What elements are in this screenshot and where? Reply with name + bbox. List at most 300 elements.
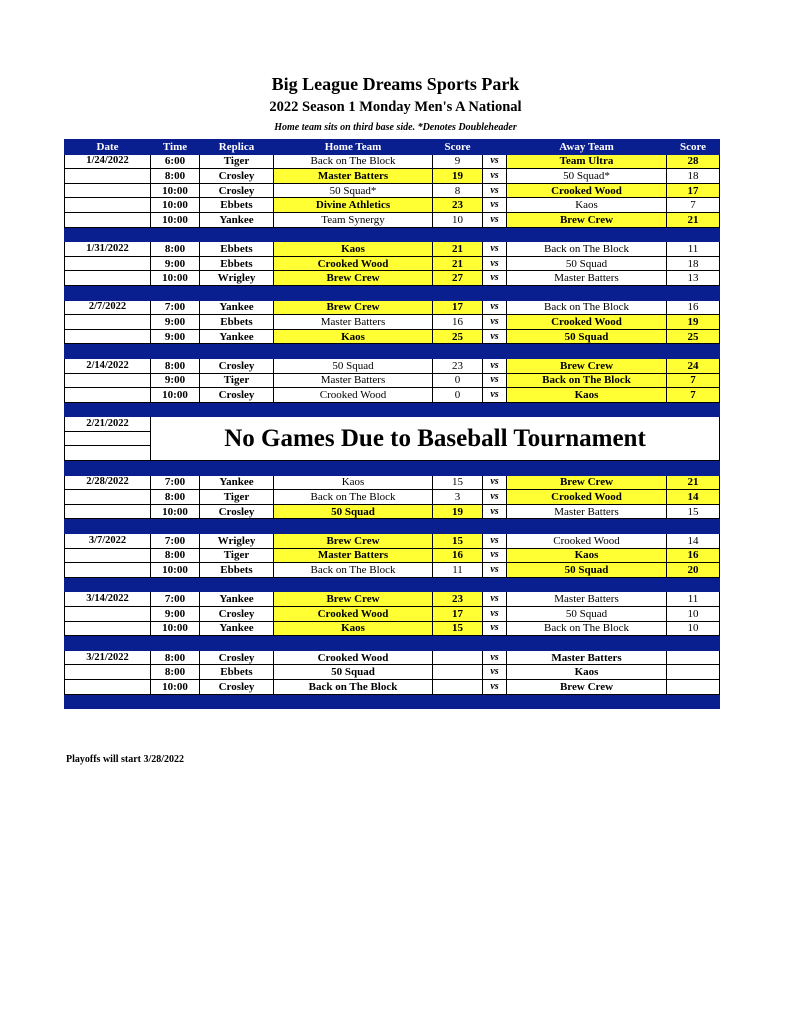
date-cell (65, 329, 151, 344)
date-cell (65, 621, 151, 636)
week-separator (65, 461, 720, 476)
home-team-cell: Crooked Wood (274, 256, 433, 271)
separator-cell (65, 227, 151, 242)
home-team-cell: 50 Squad (274, 504, 433, 519)
replica-cell: Tiger (200, 548, 274, 563)
game-row (65, 271, 720, 286)
home-team-cell: Brew Crew (274, 592, 433, 607)
game-row (65, 665, 720, 680)
separator-cell (200, 227, 274, 242)
time-cell: 10:00 (151, 504, 200, 519)
date-cell (65, 504, 151, 519)
replica-cell: Tiger (200, 154, 274, 169)
no-games-banner: No Games Due to Baseball Tournament (151, 417, 720, 461)
date-cell (65, 490, 151, 505)
replica-cell: Wrigley (200, 534, 274, 549)
vs-cell: vs (483, 548, 507, 563)
replica-cell: Ebbets (200, 256, 274, 271)
home-score-cell: 16 (433, 315, 483, 330)
away-team-cell: Master Batters (507, 504, 667, 519)
vs-cell: vs (483, 650, 507, 665)
replica-cell: Crosley (200, 388, 274, 403)
separator-cell (667, 402, 720, 417)
away-score-cell: 18 (667, 169, 720, 184)
away-score-cell: 16 (667, 300, 720, 315)
vs-cell: vs (483, 388, 507, 403)
game-row (65, 650, 720, 665)
game-row (65, 329, 720, 344)
vs-cell: vs (483, 490, 507, 505)
col-away-team: Away Team (507, 140, 667, 155)
home-score-cell: 0 (433, 388, 483, 403)
separator-cell (483, 227, 507, 242)
home-team-cell: Master Batters (274, 373, 433, 388)
separator-cell (667, 577, 720, 592)
col-home-score: Score (433, 140, 483, 155)
away-score-cell: 7 (667, 373, 720, 388)
home-team-cell: Brew Crew (274, 271, 433, 286)
col-vs (483, 140, 507, 155)
home-score-cell: 8 (433, 183, 483, 198)
home-team-cell: Crooked Wood (274, 388, 433, 403)
separator-cell (507, 227, 667, 242)
home-score-cell: 15 (433, 534, 483, 549)
col-home-team: Home Team (274, 140, 433, 155)
home-team-cell: Master Batters (274, 315, 433, 330)
home-score-cell: 15 (433, 475, 483, 490)
col-date: Date (65, 140, 151, 155)
separator-cell (483, 344, 507, 359)
replica-cell: Yankee (200, 300, 274, 315)
vs-cell: vs (483, 475, 507, 490)
home-score-cell: 9 (433, 154, 483, 169)
week-separator (65, 519, 720, 534)
replica-cell: Ebbets (200, 665, 274, 680)
home-score-cell: 11 (433, 563, 483, 578)
time-cell: 7:00 (151, 475, 200, 490)
away-score-cell: 11 (667, 592, 720, 607)
away-team-cell: Brew Crew (507, 212, 667, 227)
date-cell (65, 388, 151, 403)
game-row (65, 242, 720, 257)
date-cell: 3/14/2022 (65, 592, 151, 607)
away-team-cell: Crooked Wood (507, 315, 667, 330)
home-score-cell: 17 (433, 607, 483, 622)
vs-cell: vs (483, 154, 507, 169)
separator-cell (274, 285, 433, 300)
vs-cell: vs (483, 563, 507, 578)
home-score-cell (433, 665, 483, 680)
game-row (65, 373, 720, 388)
separator-cell (483, 461, 507, 476)
separator-cell (200, 636, 274, 651)
date-cell: 2/21/2022 (65, 417, 151, 432)
away-score-cell: 19 (667, 315, 720, 330)
game-row (65, 563, 720, 578)
schedule-body (65, 140, 720, 709)
separator-cell (507, 344, 667, 359)
home-team-cell: Master Batters (274, 548, 433, 563)
game-row (65, 607, 720, 622)
away-team-cell: 50 Squad (507, 329, 667, 344)
date-cell: 1/24/2022 (65, 154, 151, 169)
separator-cell (507, 519, 667, 534)
game-row (65, 315, 720, 330)
week-separator (65, 227, 720, 242)
replica-cell: Ebbets (200, 563, 274, 578)
week-separator (65, 636, 720, 651)
away-score-cell: 17 (667, 183, 720, 198)
away-team-cell: Kaos (507, 548, 667, 563)
separator-cell (667, 636, 720, 651)
separator-cell (151, 694, 200, 709)
separator-cell (507, 461, 667, 476)
away-team-cell: Master Batters (507, 650, 667, 665)
away-score-cell: 14 (667, 490, 720, 505)
separator-cell (433, 344, 483, 359)
away-team-cell: 50 Squad (507, 563, 667, 578)
time-cell: 10:00 (151, 198, 200, 213)
home-team-cell: Kaos (274, 242, 433, 257)
vs-cell: vs (483, 504, 507, 519)
home-score-cell: 0 (433, 373, 483, 388)
separator-cell (65, 577, 151, 592)
header-row (65, 140, 720, 155)
away-score-cell: 7 (667, 388, 720, 403)
home-team-cell: 50 Squad (274, 665, 433, 680)
col-time: Time (151, 140, 200, 155)
away-score-cell: 15 (667, 504, 720, 519)
away-score-cell: 7 (667, 198, 720, 213)
away-team-cell: Back on The Block (507, 621, 667, 636)
home-score-cell: 3 (433, 490, 483, 505)
vs-cell: vs (483, 271, 507, 286)
game-row (65, 169, 720, 184)
away-team-cell: Brew Crew (507, 358, 667, 373)
date-cell (65, 431, 151, 446)
home-team-cell: Back on The Block (274, 154, 433, 169)
separator-cell (433, 694, 483, 709)
separator-cell (200, 344, 274, 359)
separator-cell (200, 694, 274, 709)
separator-cell (65, 402, 151, 417)
home-team-cell: Team Synergy (274, 212, 433, 227)
separator-cell (433, 461, 483, 476)
away-team-cell: 50 Squad (507, 607, 667, 622)
separator-cell (507, 577, 667, 592)
replica-cell: Tiger (200, 373, 274, 388)
separator-cell (65, 285, 151, 300)
home-score-cell: 23 (433, 592, 483, 607)
vs-cell: vs (483, 665, 507, 680)
replica-cell: Crosley (200, 169, 274, 184)
separator-cell (151, 519, 200, 534)
separator-cell (507, 285, 667, 300)
away-score-cell: 14 (667, 534, 720, 549)
separator-cell (433, 285, 483, 300)
date-cell: 1/31/2022 (65, 242, 151, 257)
game-row (65, 490, 720, 505)
separator-cell (433, 227, 483, 242)
separator-cell (151, 344, 200, 359)
away-team-cell: Back on The Block (507, 373, 667, 388)
away-score-cell: 10 (667, 607, 720, 622)
game-row (65, 300, 720, 315)
vs-cell: vs (483, 198, 507, 213)
date-cell (65, 607, 151, 622)
home-score-cell: 23 (433, 358, 483, 373)
separator-cell (483, 402, 507, 417)
away-team-cell: Brew Crew (507, 475, 667, 490)
home-team-cell: Back on The Block (274, 563, 433, 578)
replica-cell: Wrigley (200, 271, 274, 286)
away-team-cell: 50 Squad (507, 256, 667, 271)
date-cell (65, 212, 151, 227)
date-cell (65, 665, 151, 680)
separator-cell (151, 402, 200, 417)
separator-cell (274, 519, 433, 534)
away-team-cell: Kaos (507, 665, 667, 680)
away-score-cell: 21 (667, 212, 720, 227)
page-title: Big League Dreams Sports Park (271, 74, 520, 94)
time-cell: 8:00 (151, 358, 200, 373)
away-team-cell: Crooked Wood (507, 183, 667, 198)
replica-cell: Yankee (200, 592, 274, 607)
away-score-cell: 10 (667, 621, 720, 636)
replica-cell: Crosley (200, 650, 274, 665)
separator-cell (667, 285, 720, 300)
home-team-cell: Kaos (274, 475, 433, 490)
away-score-cell: 25 (667, 329, 720, 344)
replica-cell: Ebbets (200, 198, 274, 213)
replica-cell: Crosley (200, 504, 274, 519)
separator-cell (507, 636, 667, 651)
game-row (65, 256, 720, 271)
vs-cell: vs (483, 329, 507, 344)
date-cell: 2/28/2022 (65, 475, 151, 490)
date-cell: 2/7/2022 (65, 300, 151, 315)
home-team-cell: Brew Crew (274, 534, 433, 549)
replica-cell: Ebbets (200, 315, 274, 330)
replica-cell: Yankee (200, 329, 274, 344)
week-separator (65, 402, 720, 417)
date-cell (65, 548, 151, 563)
game-row (65, 183, 720, 198)
home-team-cell: Back on The Block (274, 490, 433, 505)
date-cell (65, 169, 151, 184)
time-cell: 7:00 (151, 592, 200, 607)
time-cell: 7:00 (151, 534, 200, 549)
separator-cell (507, 694, 667, 709)
separator-cell (65, 694, 151, 709)
separator-cell (433, 402, 483, 417)
away-team-cell: Kaos (507, 198, 667, 213)
date-cell (65, 679, 151, 694)
away-team-cell: Kaos (507, 388, 667, 403)
home-score-cell: 16 (433, 548, 483, 563)
vs-cell: vs (483, 621, 507, 636)
game-row (65, 198, 720, 213)
separator-cell (433, 577, 483, 592)
home-team-cell: Back on The Block (274, 679, 433, 694)
home-score-cell (433, 679, 483, 694)
page-note: Home team sits on third base side. *Denotes Doubleheader (274, 122, 517, 133)
game-row (65, 358, 720, 373)
away-team-cell: Crooked Wood (507, 490, 667, 505)
separator-cell (65, 344, 151, 359)
home-team-cell: Crooked Wood (274, 607, 433, 622)
time-cell: 10:00 (151, 621, 200, 636)
separator-cell (200, 402, 274, 417)
date-cell: 3/7/2022 (65, 534, 151, 549)
separator-cell (483, 285, 507, 300)
week-separator (65, 694, 720, 709)
home-score-cell: 21 (433, 242, 483, 257)
time-cell: 9:00 (151, 329, 200, 344)
separator-cell (667, 694, 720, 709)
home-score-cell: 19 (433, 169, 483, 184)
home-score-cell: 15 (433, 621, 483, 636)
time-cell: 10:00 (151, 563, 200, 578)
time-cell: 8:00 (151, 548, 200, 563)
separator-cell (65, 636, 151, 651)
date-cell (65, 315, 151, 330)
separator-cell (200, 577, 274, 592)
separator-cell (667, 519, 720, 534)
away-score-cell: 16 (667, 548, 720, 563)
time-cell: 8:00 (151, 242, 200, 257)
home-team-cell: Crooked Wood (274, 650, 433, 665)
separator-cell (483, 694, 507, 709)
away-score-cell: 28 (667, 154, 720, 169)
separator-cell (667, 344, 720, 359)
col-away-score: Score (667, 140, 720, 155)
home-team-cell: Master Batters (274, 169, 433, 184)
replica-cell: Yankee (200, 475, 274, 490)
page-subtitle: 2022 Season 1 Monday Men's A National (269, 99, 522, 115)
away-score-cell (667, 650, 720, 665)
time-cell: 6:00 (151, 154, 200, 169)
separator-cell (274, 577, 433, 592)
vs-cell: vs (483, 679, 507, 694)
away-team-cell: Team Ultra (507, 154, 667, 169)
away-team-cell: Master Batters (507, 592, 667, 607)
separator-cell (151, 227, 200, 242)
away-score-cell: 18 (667, 256, 720, 271)
away-team-cell: Back on The Block (507, 242, 667, 257)
time-cell: 8:00 (151, 169, 200, 184)
home-score-cell: 27 (433, 271, 483, 286)
game-row (65, 388, 720, 403)
vs-cell: vs (483, 256, 507, 271)
separator-cell (200, 519, 274, 534)
date-cell (65, 198, 151, 213)
vs-cell: vs (483, 315, 507, 330)
separator-cell (433, 519, 483, 534)
separator-cell (65, 519, 151, 534)
time-cell: 10:00 (151, 388, 200, 403)
separator-cell (274, 636, 433, 651)
schedule-table (64, 139, 720, 709)
separator-cell (274, 461, 433, 476)
time-cell: 8:00 (151, 665, 200, 680)
separator-cell (433, 636, 483, 651)
away-score-cell: 11 (667, 242, 720, 257)
date-cell (65, 446, 151, 461)
away-score-cell: 20 (667, 563, 720, 578)
vs-cell: vs (483, 592, 507, 607)
vs-cell: vs (483, 373, 507, 388)
vs-cell: vs (483, 358, 507, 373)
vs-cell: vs (483, 300, 507, 315)
home-team-cell: Kaos (274, 621, 433, 636)
date-cell (65, 256, 151, 271)
col-replica: Replica (200, 140, 274, 155)
time-cell: 8:00 (151, 650, 200, 665)
away-team-cell: Back on The Block (507, 300, 667, 315)
home-score-cell: 21 (433, 256, 483, 271)
time-cell: 10:00 (151, 183, 200, 198)
replica-cell: Ebbets (200, 242, 274, 257)
separator-cell (667, 227, 720, 242)
away-score-cell: 21 (667, 475, 720, 490)
separator-cell (274, 402, 433, 417)
separator-cell (507, 402, 667, 417)
away-score-cell: 24 (667, 358, 720, 373)
separator-cell (667, 461, 720, 476)
game-row (65, 154, 720, 169)
separator-cell (274, 344, 433, 359)
vs-cell: vs (483, 183, 507, 198)
game-row (65, 504, 720, 519)
time-cell: 10:00 (151, 271, 200, 286)
game-row (65, 621, 720, 636)
away-team-cell: Crooked Wood (507, 534, 667, 549)
time-cell: 10:00 (151, 679, 200, 694)
date-cell: 3/21/2022 (65, 650, 151, 665)
vs-cell: vs (483, 212, 507, 227)
footer-note: Playoffs will start 3/28/2022 (66, 754, 185, 765)
separator-cell (483, 636, 507, 651)
no-games-row (65, 417, 720, 432)
separator-cell (274, 227, 433, 242)
away-score-cell: 13 (667, 271, 720, 286)
away-team-cell: 50 Squad* (507, 169, 667, 184)
date-cell (65, 271, 151, 286)
time-cell: 8:00 (151, 490, 200, 505)
separator-cell (151, 285, 200, 300)
home-score-cell: 19 (433, 504, 483, 519)
away-score-cell (667, 665, 720, 680)
vs-cell: vs (483, 607, 507, 622)
home-team-cell: Brew Crew (274, 300, 433, 315)
separator-cell (65, 461, 151, 476)
home-score-cell: 10 (433, 212, 483, 227)
home-team-cell: 50 Squad* (274, 183, 433, 198)
time-cell: 9:00 (151, 373, 200, 388)
replica-cell: Crosley (200, 183, 274, 198)
home-score-cell (433, 650, 483, 665)
date-cell (65, 183, 151, 198)
time-cell: 9:00 (151, 607, 200, 622)
replica-cell: Crosley (200, 358, 274, 373)
replica-cell: Tiger (200, 490, 274, 505)
game-row (65, 679, 720, 694)
game-row (65, 592, 720, 607)
away-score-cell (667, 679, 720, 694)
vs-cell: vs (483, 534, 507, 549)
vs-cell: vs (483, 242, 507, 257)
